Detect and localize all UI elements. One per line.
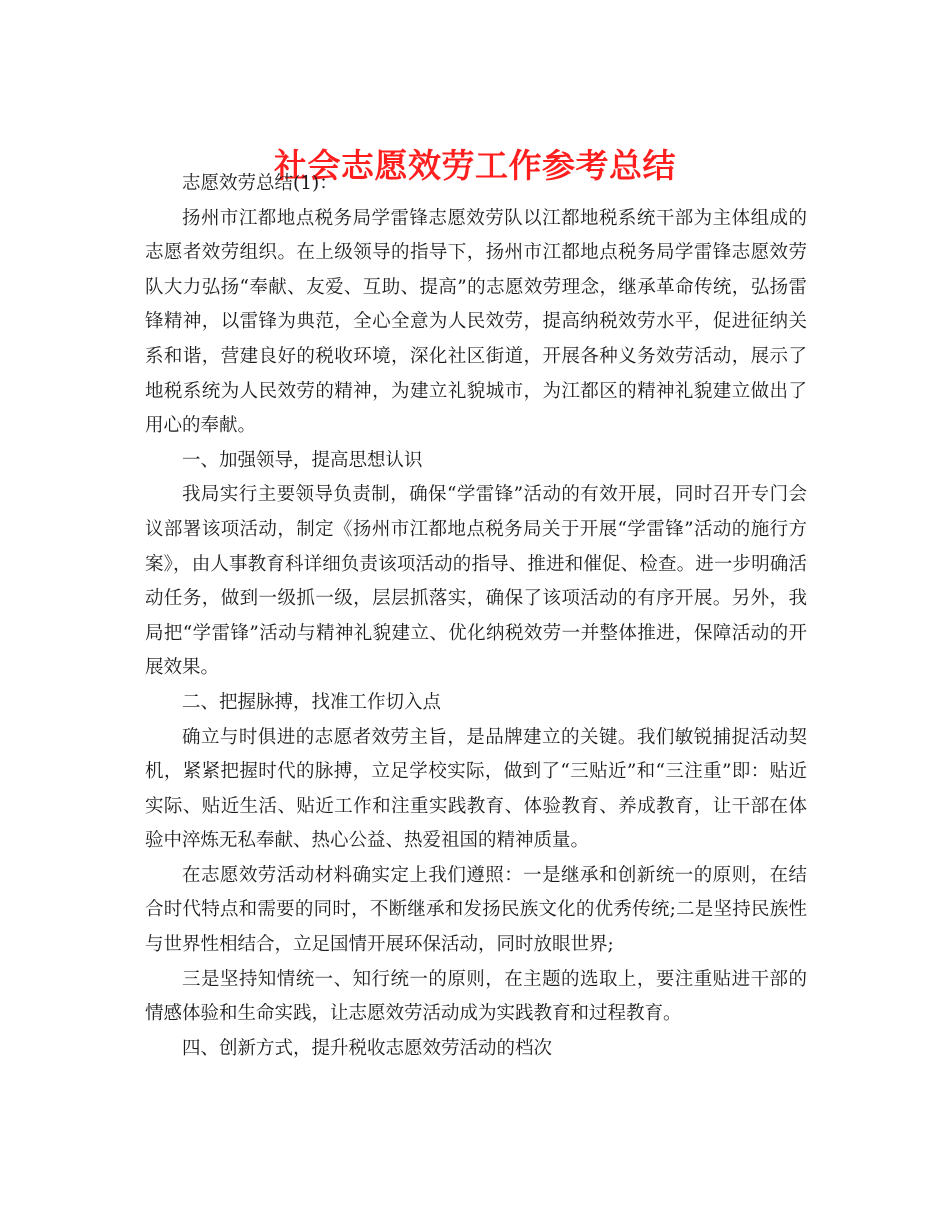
paragraph-section-2c: 三是坚持知情统一、知行统一的原则，在主题的选取上，要注重贴进干部的情感体验和生命实践，让志愿效劳活动成为实践教育和过程教育。 [145, 968, 807, 1025]
section-heading-2: 二、把握脉搏，找准工作切入点 [182, 691, 442, 713]
section-heading-1: 一、加强领导，提高思想认识 [182, 449, 423, 471]
document-body [145, 167, 807, 1066]
paragraph-section-2b: 在志愿效劳活动材料确实定上我们遵照：一是继承和创新统一的原则，在结合时代特点和需要的同时，不断继承和发扬民族文化的优秀传统;二是坚持民族性与世界性相结合，立足国情开展环保活动，同时放眼世界; [145, 864, 807, 956]
paragraph-section-2a: 确立与时俱进的志愿者效劳主旨，是品牌建立的关键。我们敏锐捕捉活动契机，紧紧把握时代的脉搏，立足学校实际，做到了“三贴近”和“三注重”即：贴近实际、贴近生活、贴近工作和注重实践教育、体验教育、养成教育，让干部在体验中淬炼无私奉献、热心公益、热爱祖国的精神质量。 [145, 726, 807, 852]
paragraph-intro: 志愿效劳总结(1)： [182, 173, 338, 194]
section-heading-4: 四、创新方式，提升税收志愿效劳活动的档次 [182, 1037, 553, 1059]
paragraph-overview: 扬州市江都地点税务局学雷锋志愿效劳队以江都地税系统干部为主体组成的志愿者效劳组织。在上级领导的指导下，扬州市江都地点税务局学雷锋志愿效劳队大力弘扬“奉献、友爱、互助、提高”的志愿效劳理念，继承革命传统，弘扬雷锋精神，以雷锋为典范，全心全意为人民效劳，提高纳税效劳水平，促进征纳关系和谐，营建良好的税收环境，深化社区街道，开展各种义务效劳活动，展示了地税系统为人民效劳的精神，为建立礼貌城市，为江都区的精神礼貌建立做出了用心的奉献。 [145, 207, 807, 437]
paragraph-section-1: 我局实行主要领导负责制，确保“学雷锋”活动的有效开展，同时召开专门会议部署该项活动，制定《扬州市江都地点税务局关于开展“学雷锋”活动的施行方案》，由人事教育科详细负责该项活动的指导、推进和催促、检查。进一步明确活动任务，做到一级抓一级，层层抓落实，确保了该项活动的有序开展。另外，我局把“学雷锋”活动与精神礼貌建立、优化纳税效劳一并整体推进，保障活动的开展效果。 [145, 484, 807, 679]
document-title: 社会志愿效劳工作参考总结 [274, 146, 676, 186]
